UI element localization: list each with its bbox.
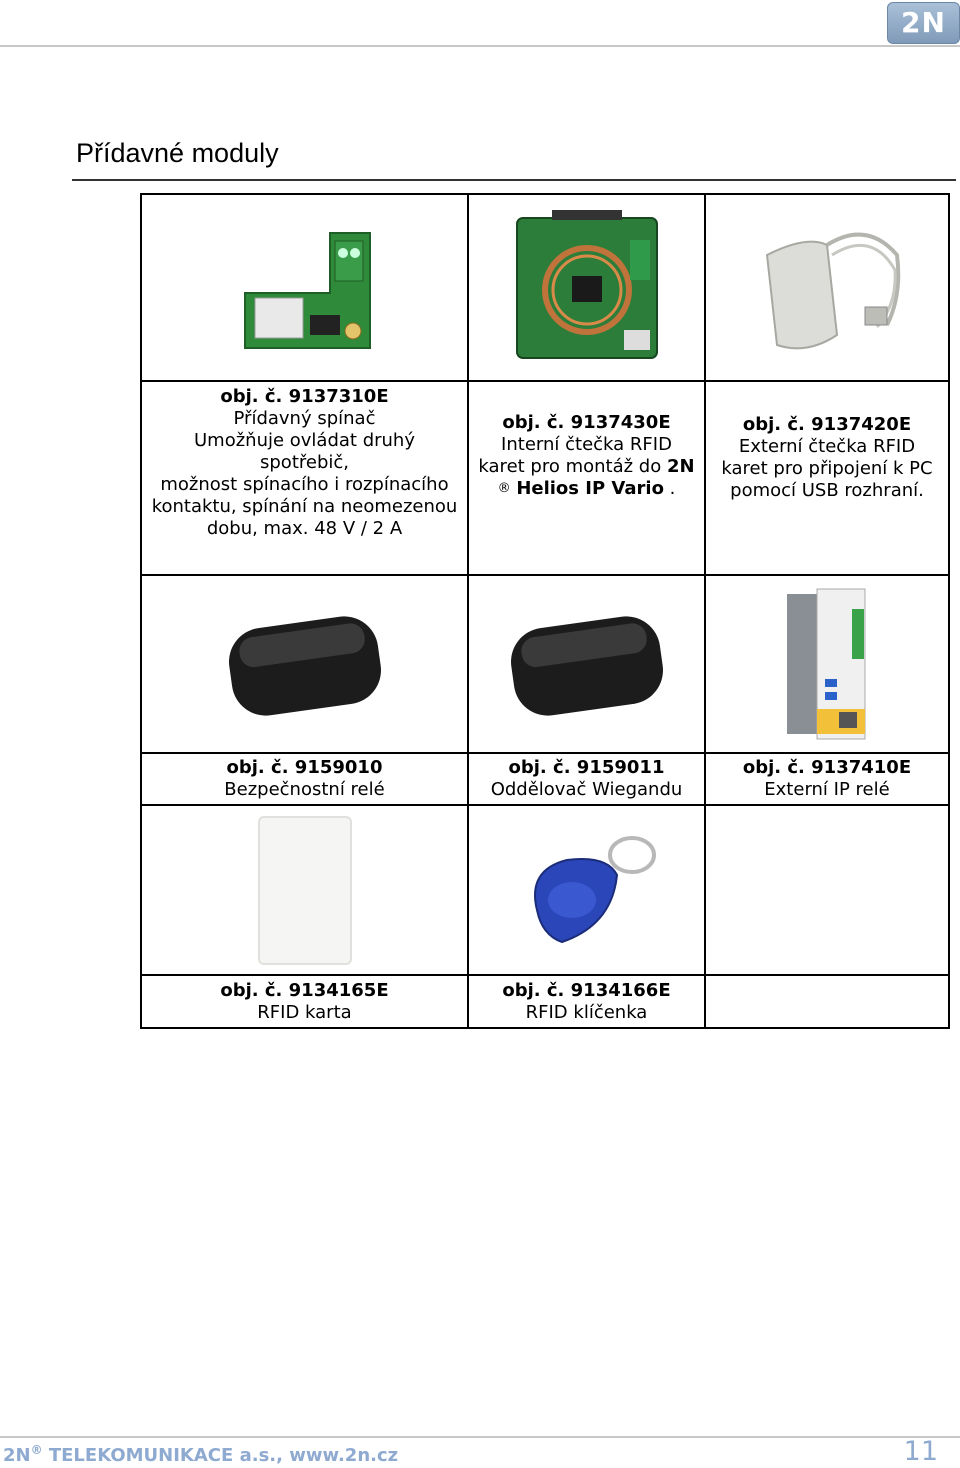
product-image-cell (468, 194, 705, 381)
page-title: Přídavné moduly (76, 138, 279, 168)
product-image-cell (141, 805, 468, 975)
product-table (140, 193, 950, 1029)
product-description: obj. č. 9134165E RFID karta (141, 975, 468, 1028)
title-rule (72, 179, 956, 181)
product-image-cell (141, 575, 468, 753)
internal-rfid-board-image (512, 210, 662, 365)
rfid-keyfob-image (507, 830, 667, 950)
rfid-card-image (255, 813, 355, 968)
usb-reader-image (747, 215, 907, 360)
product-image-cell (141, 194, 468, 381)
product-image-cell (468, 575, 705, 753)
footer-rule (0, 1436, 960, 1438)
security-relay-image (220, 604, 390, 724)
product-description: obj. č. 9134166E RFID klíčenka (468, 975, 705, 1028)
product-description: obj. č. 9137420E Externí čtečka RFID karet pro připojení k PC pomocí USB rozhraní. (705, 381, 949, 575)
product-description: obj. č. 9137430E Interní čtečka RFID karet pro montáž do 2N ® Helios IP Vario . (468, 381, 705, 575)
product-description: obj. č. 9159010 Bezpečnostní relé (141, 753, 468, 805)
product-image-cell (705, 194, 949, 381)
product-description: obj. č. 9137310E Přídavný spínač Umožňuje ovládat druhý spotřebič, možnost spínacího i rozpínacího kontaktu, spínání na neomezenou dobu, max. 48 V / 2 A (141, 381, 468, 575)
product-description: obj. č. 9159011 Oddělovač Wiegandu (468, 753, 705, 805)
product-description: obj. č. 9137410E Externí IP relé (705, 753, 949, 805)
page-number: 11 (903, 1436, 938, 1467)
empty-cell (705, 975, 949, 1028)
header-rule (0, 45, 960, 47)
empty-cell (705, 805, 949, 975)
company-logo: 2N (887, 2, 960, 44)
footer-text: 2N® TELEKOMUNIKACE a.s., www.2n.cz (3, 1443, 399, 1466)
product-image-cell (705, 575, 949, 753)
product-image-cell (468, 805, 705, 975)
wiegand-isolator-image (502, 604, 672, 724)
relay-module-image (235, 223, 375, 353)
ip-relay-image (777, 584, 877, 744)
